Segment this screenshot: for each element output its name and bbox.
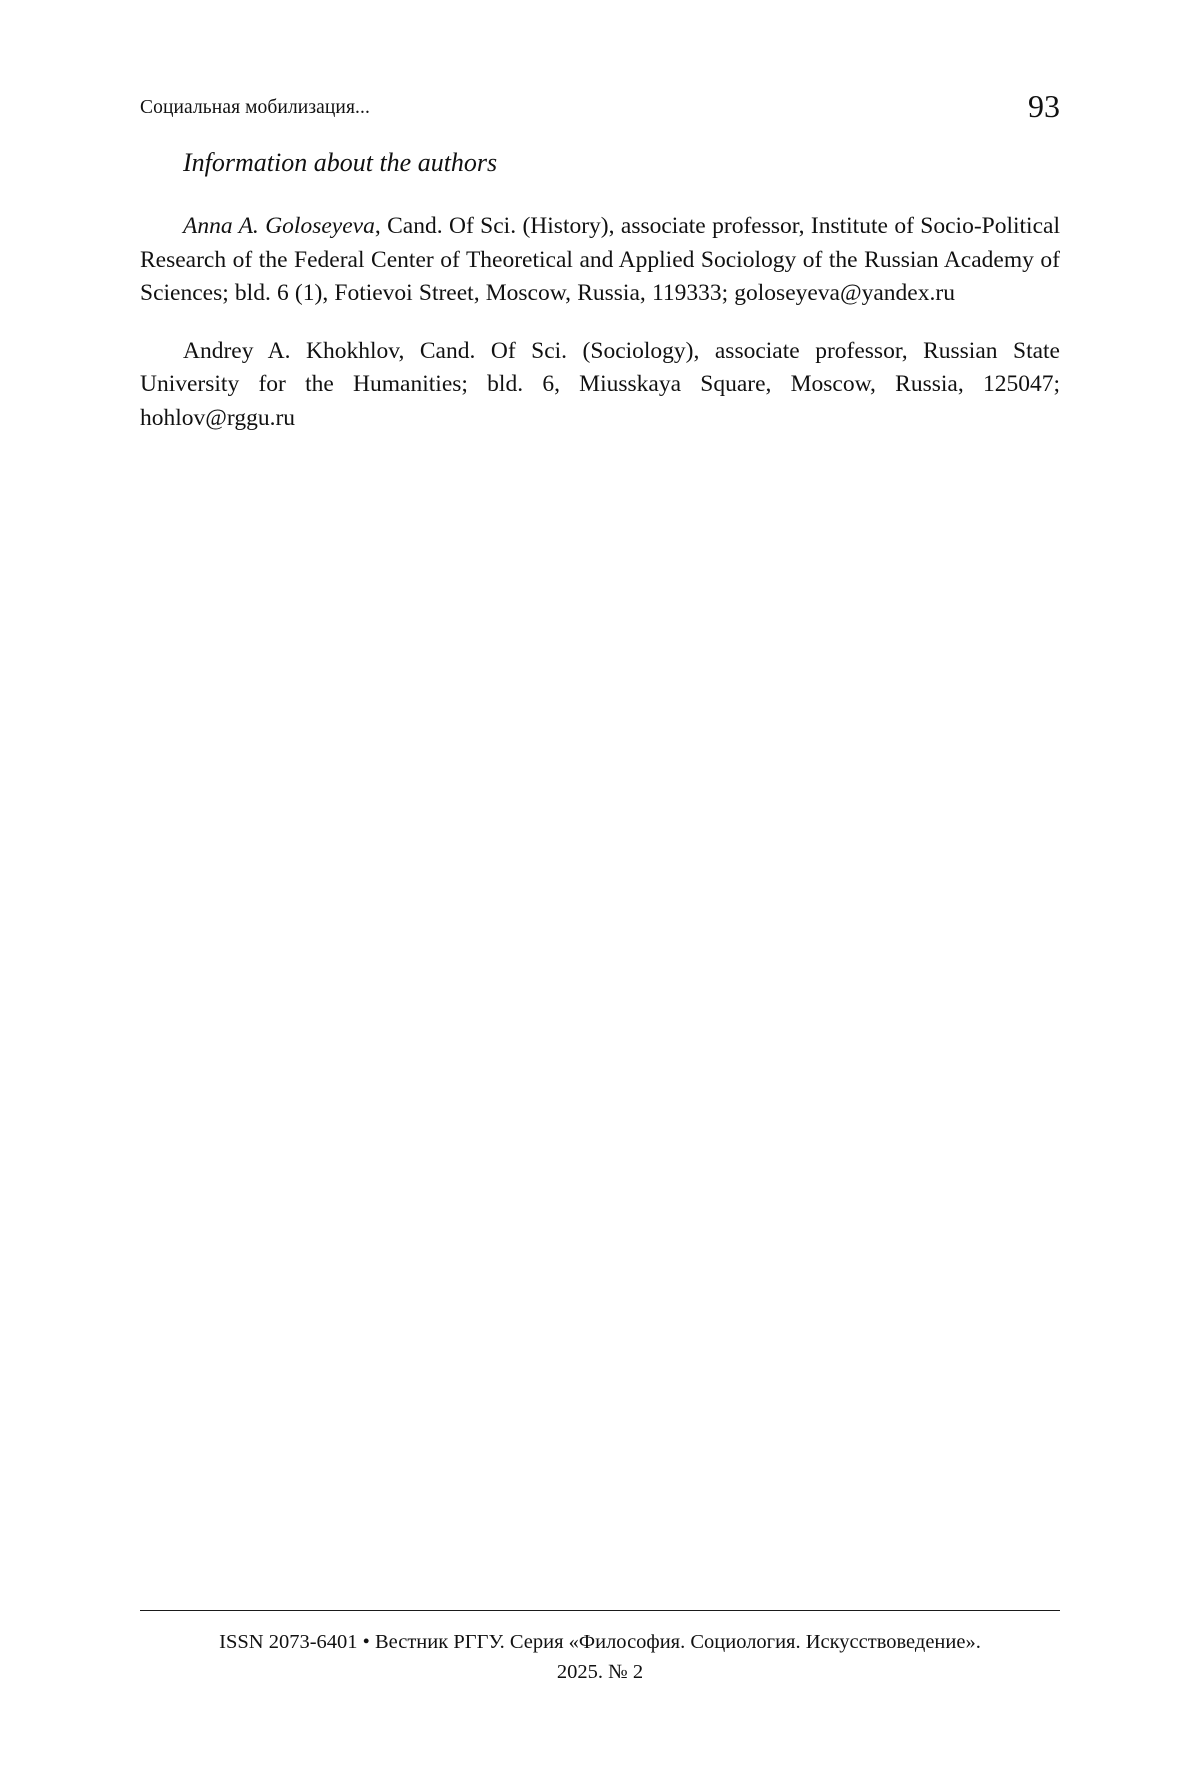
author-details: , Cand. Of Sci. (History), associate professor, Institute of Socio-Political Research of the Federal Center of Theoretical and Applied Sociology of the Russian Academy of Sciences; bld. 6 (1), Fotievoi Street, Moscow, Russia, 119333; goloseyeva@yandex.ru — [140, 213, 1060, 307]
running-head-title: Социальная мобилизация... — [140, 97, 370, 118]
author-name: Anna A. Goloseyeva — [183, 213, 375, 239]
page-footer — [140, 1610, 1060, 1687]
footer-issn-line: ISSN 2073-6401 • Вестник РГГУ. Серия «Философия. Социология. Искусствоведение». — [219, 1631, 981, 1653]
document-page — [140, 0, 1060, 1780]
section-heading: Information about the authors — [183, 148, 498, 177]
author-name: Andrey A. Khokhlov — [183, 337, 399, 364]
footer-issue-line: 2025. № 2 — [556, 1661, 644, 1683]
footer-divider — [140, 1610, 1060, 1611]
page-number: 93 — [1028, 88, 1060, 124]
author-entry — [140, 335, 1060, 436]
author-details: , Cand. Of Sci. (Sociology), associate professor, Russian State University for the Humanities; bld. 6, Miusskaya Square, Moscow, Russia, 125047; hohlov@rggu.ru — [140, 337, 1060, 431]
author-entry — [140, 210, 1060, 311]
authors-block — [140, 210, 1060, 436]
running-head — [140, 86, 1060, 124]
